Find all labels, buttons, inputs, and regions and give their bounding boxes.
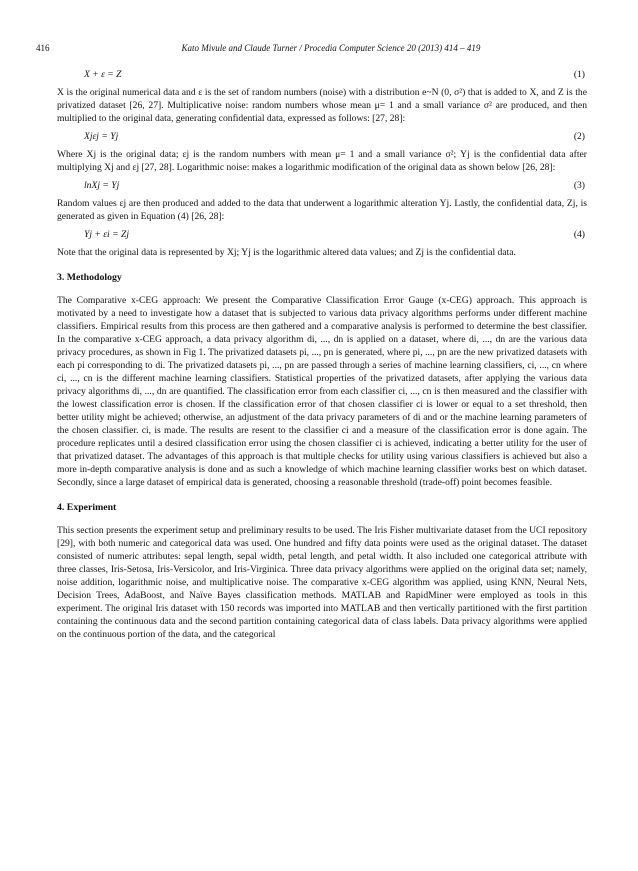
page-number: 416	[36, 43, 50, 53]
equation-4	[57, 228, 587, 243]
equation-2-number: (2)	[573, 131, 585, 142]
paragraph-logarithmic-noise: Random values εj are then produced and added to the data that underwent a logarithmic alteration Yj. Lastly, the confidential data, Zj, is generated as given in Equation (4) [26, 28]:	[57, 198, 587, 222]
paragraph-multiplicative-noise: Where Xj is the original data; εj is the random numbers with mean μ= 1 and a small variance σ²; Yj is the confidential data after multiplying Xj and εj [27, 28]. Logarithmic noise: makes a logarithmic modification of the original data as shown below [26, 28]:	[57, 149, 587, 173]
equation-3	[57, 179, 587, 194]
equation-3-number: (3)	[573, 180, 585, 191]
paragraph-methodology: The Comparative x-CEG approach: We present the Comparative Classification Error Gauge (x-CEG) approach. This approach is motivated by a need to investigate how a dataset that is subjected to various data privacy algorithms performs under different machine classifiers. Empirical results from this process are then gathered and a comparative analysis is performed to determine the best classifier. In the comparative x-CEG approach, a data privacy algorithm di, ..., dn is applied on a dataset, where di, ..., dn are the various data privacy procedures, as shown in Fig 1. The privatized datasets pi, ..., pn is generated, where pi, ..., pn are the new privatized datasets with each pi corresponding to di. The privatized datasets pi, ..., pn are passed through a series of machine learning classifiers, ci, ..., cn where ci, ..., cn is the different machine learning classifiers. Statistical properties of the privatized datasets, after applying the various data privacy algorithms di, ..., dn are quantified. The classification error from each classifier ci, ..., cn is then measured and the classifier with the lowest classification error is chosen. If the classification error of that chosen classifier ci is lower or equal to a set threshold, then better utility might be achieved; otherwise, an adjustment of the data privacy parameters of di and or the machine learning parameters of the chosen classifier. ci, is made. The results are resent to the classifier ci and a measure of the classification error is done again. The procedure replicates until a desired classification error using the chosen classifier ci is achieved, indicating a better utility for the user of that privatized dataset. The advantages of this approach is that multiple checks for utility using various classifiers is achieved but also a more in-depth comparative analysis is done and as such a knowledge of which machine learning classifier works best on which dataset. Secondly, since a large dataset of empirical data is generated, choosing a reasonable threshold (trade-off) point becomes feasible.	[57, 295, 587, 488]
section-heading-methodology: 3. Methodology	[57, 272, 122, 283]
equation-1-expression: X + ε = Z	[84, 69, 122, 80]
equation-4-number: (4)	[573, 229, 585, 240]
equation-4-expression: Yj + εi = Zj	[84, 229, 129, 240]
equation-1	[57, 68, 587, 83]
paragraph-additive-noise: X is the original numerical data and ε is the set of random numbers (noise) with a distribution e~N (0, σ²) that is added to X, and Z is the privatized dataset [26, 27]. Multiplicative noise: random numbers whose mean μ= 1 and a small variance σ² are produced, and then multiplied to the original data, generating confidential data, expressed as follows: [27, 28]:	[57, 87, 587, 124]
page-body	[57, 67, 587, 646]
running-head: Kato Mivule and Claude Turner / Procedia Computer Science 20 (2013) 414 – 419	[181, 43, 481, 53]
paragraph-note: Note that the original data is represented by Xj; Yj is the logarithmic altered data values; and Zj is the confidential data.	[57, 247, 516, 258]
section-heading-experiment: 4. Experiment	[57, 502, 117, 513]
equation-2	[57, 130, 587, 145]
equation-1-number: (1)	[573, 69, 585, 80]
equation-3-expression: lnXj = Yj	[84, 180, 120, 191]
paragraph-experiment: This section presents the experiment setup and preliminary results to be used. The Iris Fisher multivariate dataset from the UCI repository [29], with both numeric and categorical data was used. One hundred and fifty data points were used as the original dataset. The dataset consisted of numeric attributes: sepal length, sepal width, petal length, and petal width. It also included one categorical attribute with three classes, Iris-Setosa, Iris-Versicolor, and Iris-Virginica. Three data privacy algorithms were applied on the original data set; namely, noise addition, logarithmic noise, and multiplicative noise. The comparative x-CEG algorithm was applied, using KNN, Neural Nets, Decision Trees, AdaBoost, and Naïve Bayes classification methods. MATLAB and RapidMiner were employed as tools in this experiment. The original Iris dataset with 150 records was imported into MATLAB and then vertically partitioned with the first partition containing the continuous data and the second partition containing categorical data of class labels. Data privacy algorithms were applied on the continuous portion of the data, and the categorical	[57, 525, 587, 640]
equation-2-expression: Xjεj = Yj	[84, 131, 119, 142]
